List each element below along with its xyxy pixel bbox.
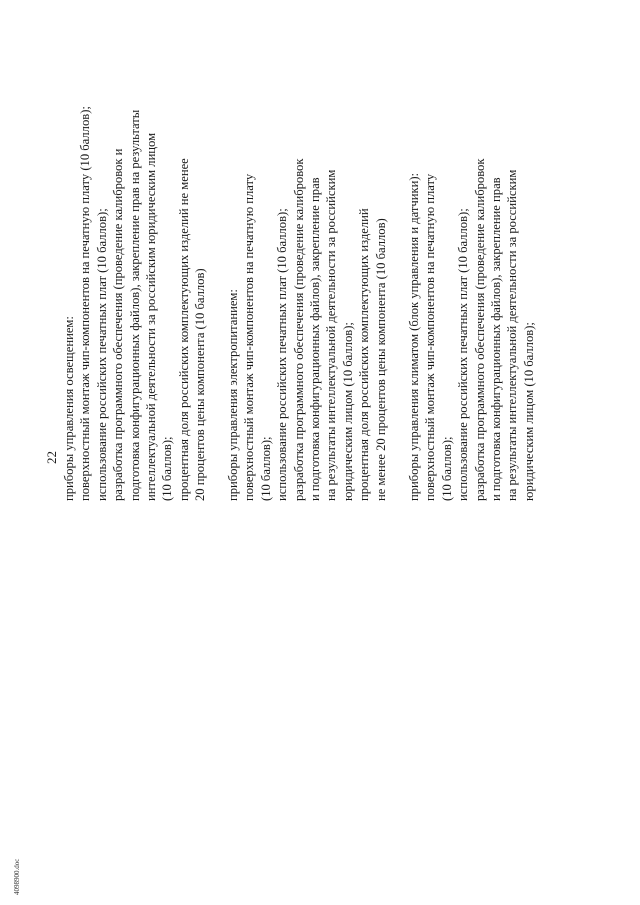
text-line: поверхностный монтаж чип-компонентов на печатную плату (10 баллов); (78, 106, 93, 501)
text-line: процентная доля российских комплектующих изделий не менее (176, 158, 191, 501)
page-number: 22 (44, 451, 59, 464)
text-line: интеллектуальной деятельности за российским юридическим лицом (144, 132, 159, 501)
text-line: юридическим лицом (10 баллов); (340, 322, 355, 501)
text-line: разработка программного обеспечения (проведение калибровок (472, 158, 487, 501)
text-line: поверхностный монтаж чип-компонентов на печатную плату (423, 173, 438, 501)
file-name-footer: 4098900.doc (13, 858, 21, 895)
section-power-control (225, 31, 389, 501)
text-line: использование российских печатных плат (10 баллов); (456, 208, 471, 501)
text-line: (10 баллов); (439, 436, 454, 501)
section-lighting-control (61, 31, 209, 501)
text-line: разработка программного обеспечения (проведение калибровок (291, 158, 306, 501)
section-heading: приборы управления климатом (блок управления и датчики): (407, 172, 421, 501)
text-line: и подготовка конфигурационных файлов), закрепление прав (308, 177, 323, 501)
text-line: процентная доля российских комплектующих изделий (357, 208, 372, 501)
text-line: не менее 20 процентов цены компонента (10 баллов) (373, 218, 388, 501)
text-line: юридическим лицом (10 баллов); (521, 322, 536, 501)
text-line: разработка программного обеспечения (проведение калибровок и (111, 148, 126, 501)
section-heading: приборы управления освещением: (62, 316, 76, 501)
text-line: и подготовка конфигурационных файлов), закрепление прав (489, 177, 504, 501)
text-line: использование российских печатных плат (10 баллов); (94, 208, 109, 501)
section-heading: приборы управления электропитанием: (226, 289, 240, 501)
text-line: (10 баллов); (160, 436, 175, 501)
text-line: (10 баллов); (258, 436, 273, 501)
text-line: 20 процентов цены компонента (10 баллов) (193, 268, 208, 501)
text-line: подготовка конфигурационных файлов), закрепление прав на результаты (127, 109, 142, 501)
text-line: поверхностный монтаж чип-компонентов на печатную плату (242, 173, 257, 501)
text-line: использование российских печатных плат (10 баллов); (275, 208, 290, 501)
section-climate-control (406, 31, 537, 501)
text-line: на результаты интеллектуальной деятельности за российским (505, 169, 520, 501)
text-line: на результаты интеллектуальной деятельности за российским (324, 169, 339, 501)
